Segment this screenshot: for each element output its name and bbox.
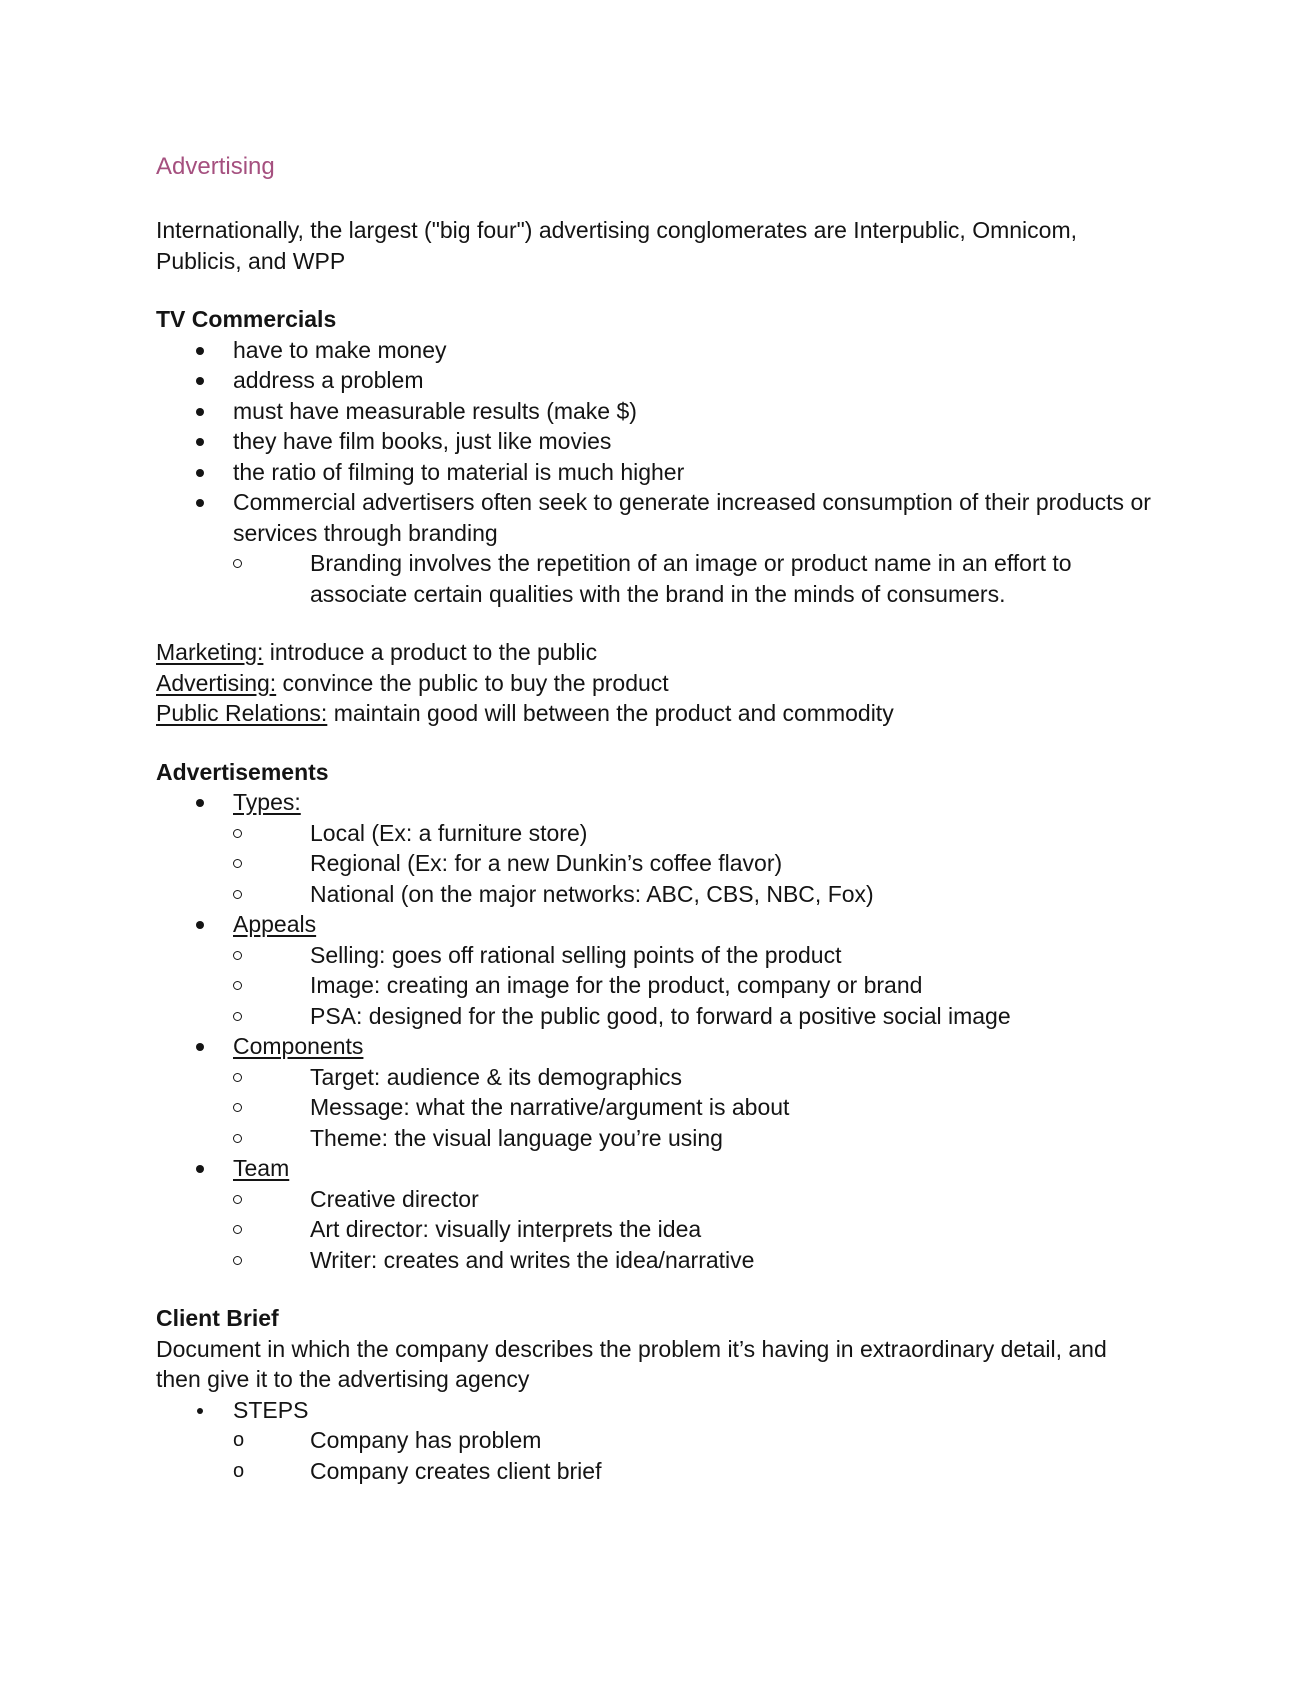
definition-public-relations: Public Relations: maintain good will between the product and commodity	[156, 700, 894, 726]
list-item: National (on the major networks: ABC, CBS, NBC, Fox)	[310, 880, 874, 907]
list-item: Local (Ex: a furniture store)	[310, 819, 588, 846]
list-item: Image: creating an image for the product, company or brand	[310, 972, 923, 998]
list-item: Theme: the visual language you’re using	[310, 1124, 723, 1151]
list-item: Creative director	[310, 1185, 479, 1212]
list-item-steps: STEPS o Company has problem o Company creates client brief	[156, 1395, 1156, 1487]
list-item: they have film books, just like movies	[233, 428, 612, 454]
intro-paragraph: Internationally, the largest ("big four") advertising conglomerates are Interpublic, Omnicom, Publicis, and WPP	[156, 217, 1077, 274]
list-item: Message: what the narrative/argument is about	[310, 1094, 790, 1120]
list-item: Writer: creates and writes the idea/narrative	[310, 1246, 755, 1273]
list-item: address a problem	[233, 367, 424, 393]
o-bullet-icon: o	[233, 1459, 245, 1482]
list-item: o Company has problem	[233, 1425, 1156, 1456]
tv-sublist	[233, 548, 1156, 609]
tv-heading: TV Commercials	[156, 306, 337, 332]
brief-paragraph: Document in which the company describes the problem it’s having in extraordinary detail, and then give it to the advertising agency	[156, 1335, 1107, 1392]
list-item: Branding involves the repetition of an image or product name in an effort to associate certain qualities with the brand in the minds of consumers.	[310, 550, 1072, 607]
definition-advertising: Advertising: convince the public to buy the product	[156, 669, 669, 696]
brief-list	[156, 1395, 1156, 1487]
list-item: PSA: designed for the public good, to forward a positive social image	[310, 1002, 1011, 1029]
definition-marketing: Marketing: introduce a product to the public	[156, 639, 598, 665]
list-item-components: Components Target: audience & its demographics Message: what the narrative/argument is about Theme: the visual language you’re using	[156, 1031, 1156, 1153]
list-item-types: Types: Local (Ex: a furniture store) Regional (Ex: for a new Dunkin’s coffee flavor) National (on the major networks: ABC, CBS, NBC, Fox)	[156, 787, 1156, 909]
o-bullet-icon: o	[233, 1429, 245, 1451]
list-item: Target: audience & its demographics	[310, 1063, 683, 1090]
ads-list	[156, 787, 1156, 1275]
brief-heading: Client Brief	[156, 1305, 279, 1331]
ads-heading: Advertisements	[156, 758, 329, 785]
list-item: o Company creates client brief	[233, 1456, 1156, 1487]
list-item: must have measurable results (make $)	[233, 397, 637, 424]
list-item: Art director: visually interprets the idea	[310, 1216, 702, 1242]
list-item: Commercial advertisers often seek to generate increased consumption of their products or services through branding Branding involves the repetition of an image or product name in an effort to associate certain qualities with the brand in the minds of consumers.	[156, 487, 1156, 609]
list-item-appeals: Appeals Selling: goes off rational selling points of the product Image: creating an image for the product, company or brand PSA: designed for the public good, to forward a positive social image	[156, 909, 1156, 1031]
list-item: Regional (Ex: for a new Dunkin’s coffee flavor)	[310, 850, 783, 876]
list-item: Selling: goes off rational selling points of the product	[310, 941, 842, 968]
tv-list	[156, 335, 1156, 610]
list-item: have to make money	[233, 336, 447, 363]
document-body	[156, 150, 1156, 1486]
list-item: the ratio of filming to material is much higher	[233, 458, 685, 485]
page-title: Advertising	[156, 153, 275, 180]
list-item-team: Team Creative director Art director: visually interprets the idea Writer: creates and writes the idea/narrative	[156, 1153, 1156, 1275]
